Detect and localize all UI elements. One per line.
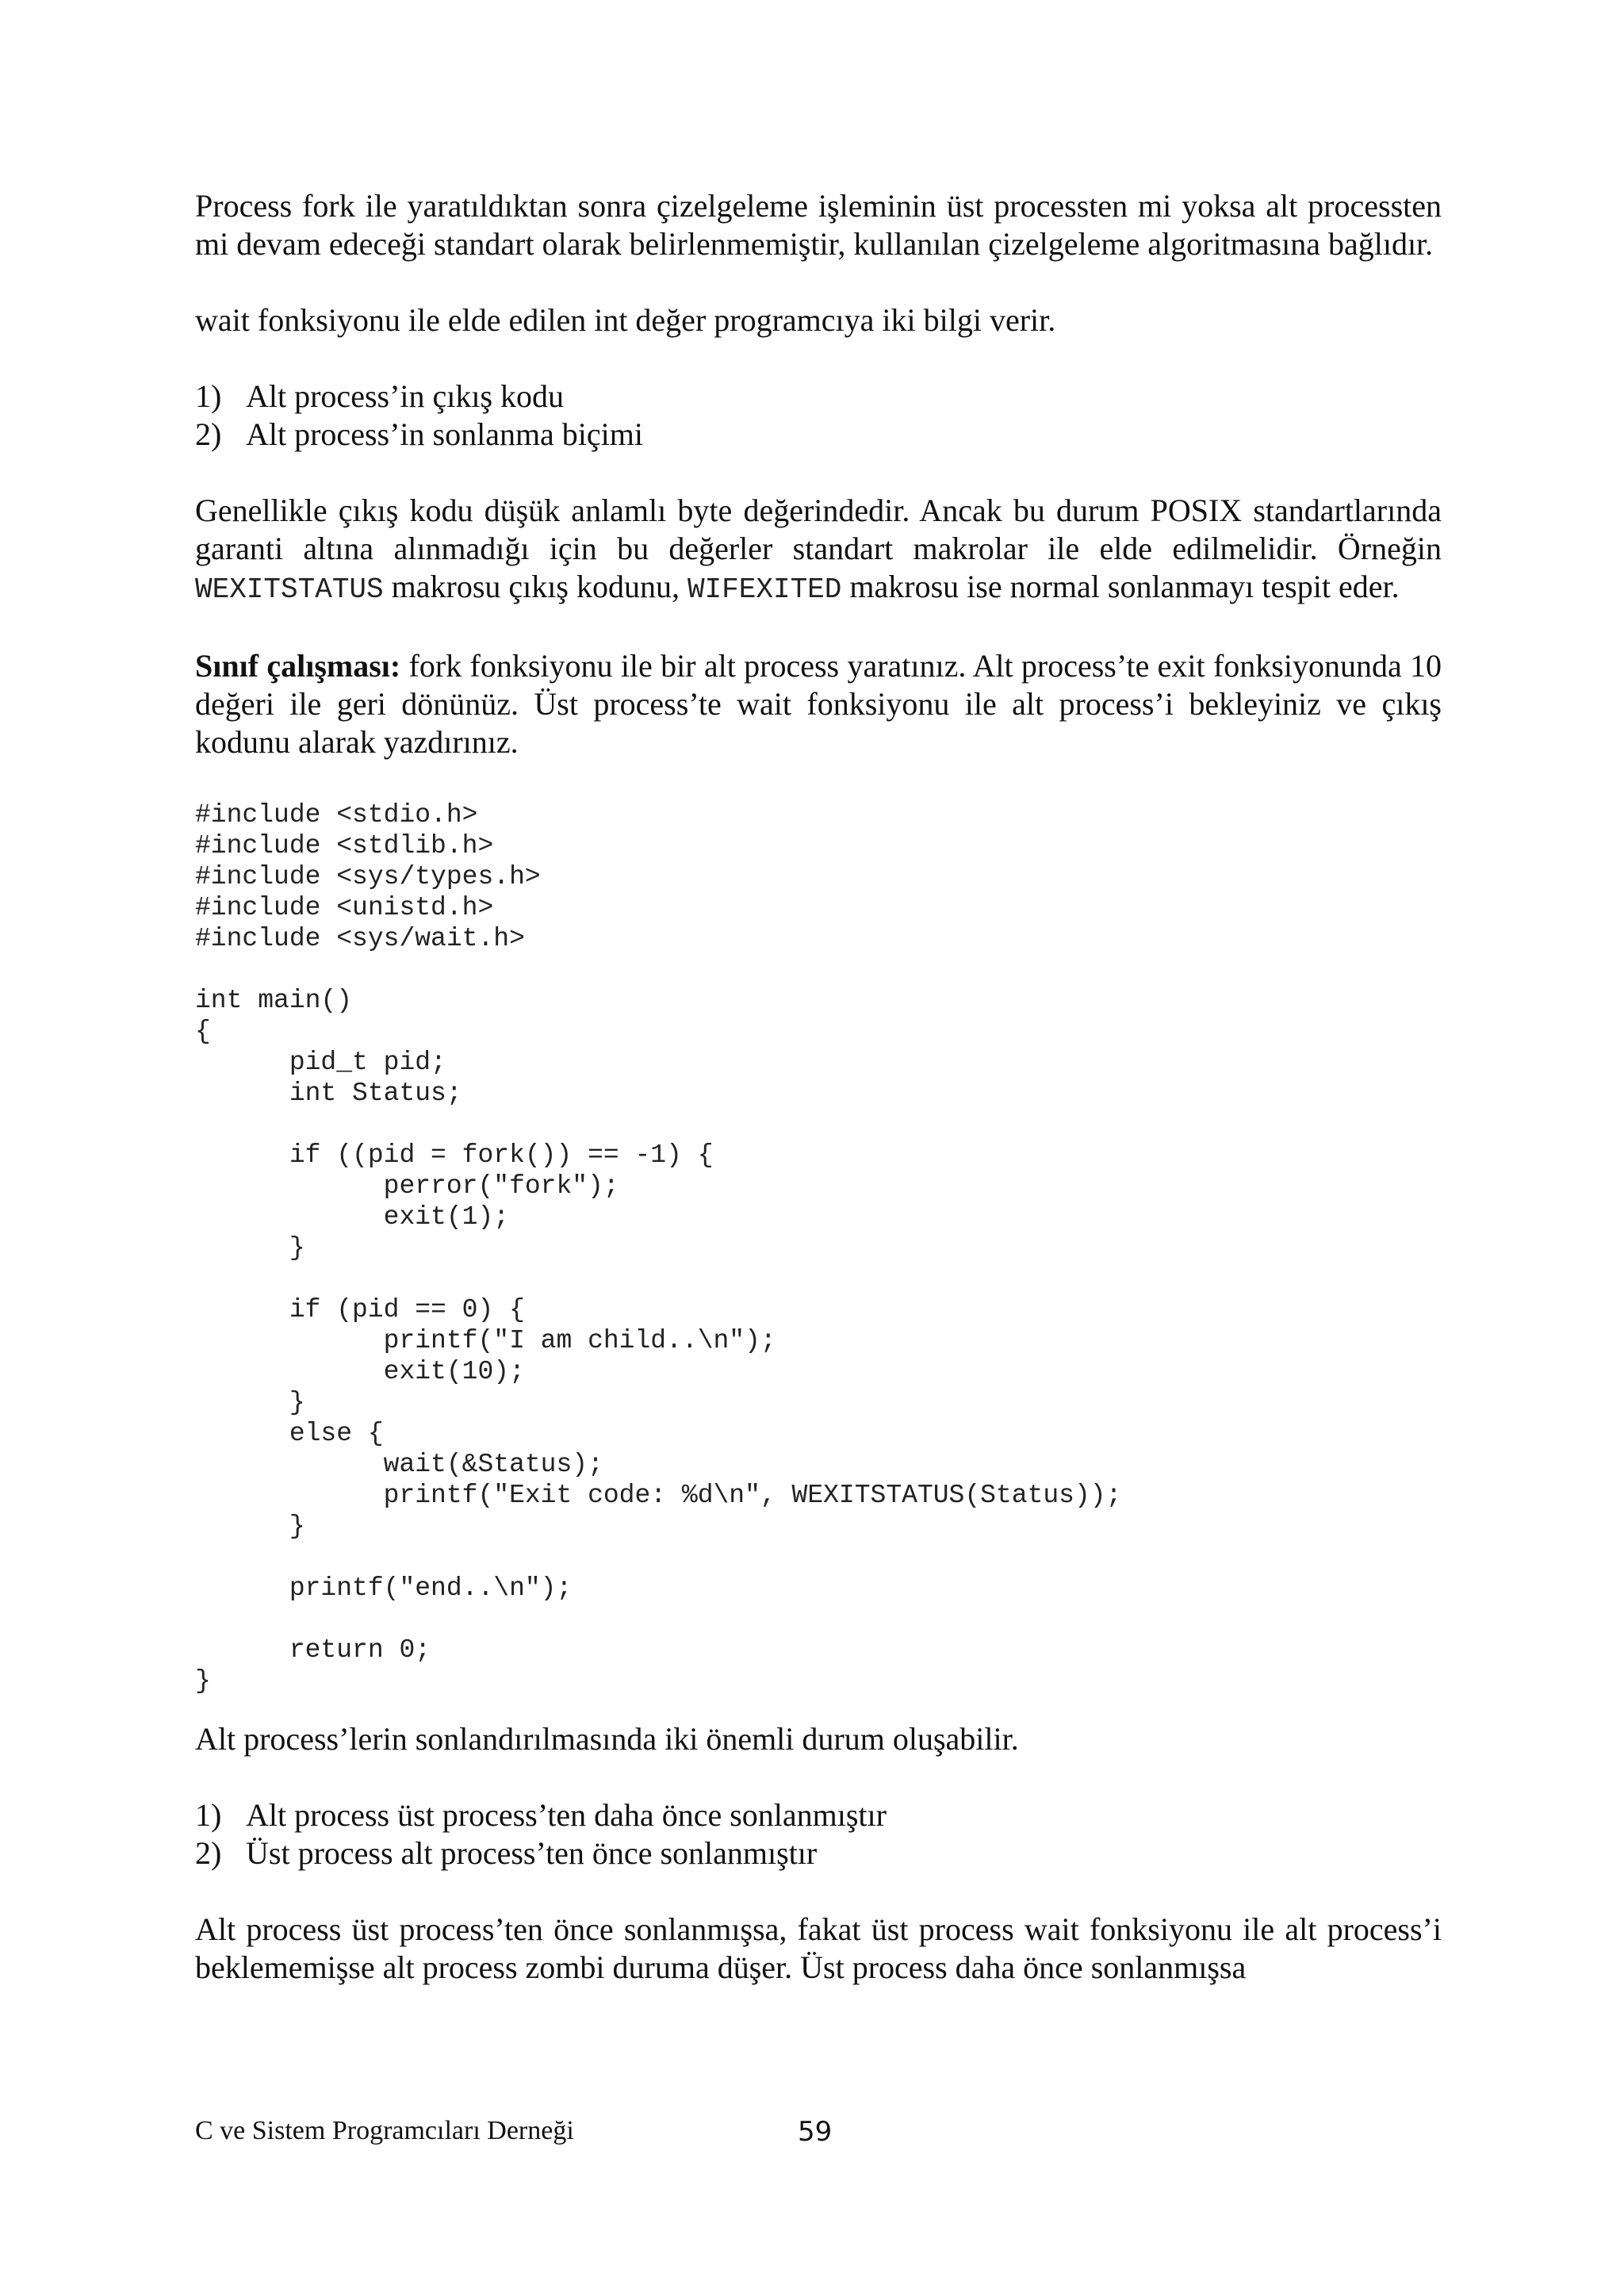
code-line [195,954,1442,985]
code-line [195,1109,1442,1140]
code-line: #include <unistd.h> [195,893,494,922]
code-line: } [195,1233,305,1263]
spacer [195,761,1442,799]
footer-organization: C ve Sistem Programcıları Derneği [195,2116,574,2145]
list-item-number: 2) [195,1835,222,1871]
text-run: fork fonksiyonu ile bir alt process yaratınız. Alt process’te exit fonksiyonunda 10 değeri ile geri dönünüz. Üst process’te wait fonksiyonu ile alt process’i bekleyiniz ve çıkış kodunu alarak yazdırınız. [195,648,1442,760]
spacer [195,1758,1442,1796]
code-line [195,1263,1442,1294]
text-run: makrosu ise normal sonlanmayı tespit eder. [841,569,1400,604]
spacer [195,609,1442,647]
code-line: else { [195,1419,384,1448]
code-line: } [195,1666,211,1696]
list-item [195,378,1442,416]
list-item-text: Üst process alt process’ten önce sonlanmıştır [246,1835,818,1871]
list-item-number: 1) [195,378,222,414]
exercise-label: Sınıf çalışması: [195,648,401,684]
list-wait-info [195,378,1442,454]
list-item-text: Alt process’in sonlanma biçimi [246,416,644,452]
code-line: #include <sys/wait.h> [195,924,525,953]
macro-wexitstatus: WEXITSTATUS [195,573,384,606]
spacer [195,1872,1442,1911]
code-line: #include <sys/types.h> [195,862,541,891]
code-line: exit(10); [195,1357,525,1386]
code-line: printf("end..\n"); [195,1573,573,1603]
spacer [195,339,1442,378]
code-line: wait(&Status); [195,1450,603,1479]
macro-wifexited: WIFEXITED [687,573,842,606]
paragraph-wait-info: wait fonksiyonu ile elde edilen int değer programcıya iki bilgi verir. [195,302,1056,338]
text-run: makrosu çıkış kodunu, [383,569,688,604]
list-item-text: Alt process üst process’ten daha önce sonlanmıştır [246,1797,887,1833]
list-item [195,1796,1442,1834]
page-content [195,187,1442,1987]
list-item [195,416,1442,454]
code-line: return 0; [195,1635,431,1665]
list-termination-cases [195,1796,1442,1872]
spacer [195,454,1442,492]
spacer [195,263,1442,301]
code-line: #include <stdlib.h> [195,831,494,861]
paragraph-zombie-process: Alt process üst process’ten önce sonlanmışsa, fakat üst process wait fonksiyonu ile alt process’i beklememişse alt process zombi duruma düşer. Üst process daha önce sonlanmışsa [195,1911,1442,1985]
paragraph-class-exercise [195,647,1442,761]
code-line: printf("Exit code: %d\n", WEXITSTATUS(Status)); [195,1481,1122,1510]
page-footer [195,2116,1442,2156]
code-line: if ((pid = fork()) == -1) { [195,1140,714,1170]
list-item-text: Alt process’in çıkış kodu [246,378,565,414]
list-item-number: 1) [195,1797,222,1833]
code-line: { [195,1017,211,1046]
page-number: 59 [798,2116,833,2148]
code-line [195,1542,1442,1573]
code-line: if (pid == 0) { [195,1295,525,1324]
code-line: int main() [195,986,353,1015]
code-line [195,1604,1442,1635]
list-item [195,1834,1442,1872]
code-line: } [195,1388,305,1417]
code-line: #include <stdio.h> [195,800,478,830]
paragraph-termination-cases: Alt process’lerin sonlandırılmasında iki önemli durum oluşabilir. [195,1721,1019,1757]
list-item-number: 2) [195,416,222,452]
paragraph-exit-code-macros [195,492,1442,609]
code-line: printf("I am child..\n"); [195,1326,776,1355]
code-block [195,799,1442,1696]
text-run: Genellikle çıkış kodu düşük anlamlı byte değerindedir. Ancak bu durum POSIX standartlarında garanti altına alınmadığı için bu değerler standart makrolar ile elde edilmelidir. Örneğin [195,493,1442,566]
code-line: exit(1); [195,1202,510,1232]
code-line: } [195,1512,305,1541]
paragraph-fork-scheduling: Process fork ile yaratıldıktan sonra çizelgeleme işleminin üst processten mi yoksa alt processten mi devam edeceği standart olarak belirlenmemiştir, kullanılan çizelgeleme algoritmasına bağlıdır. [195,188,1442,262]
code-line: int Status; [195,1079,462,1108]
code-line: pid_t pid; [195,1048,446,1077]
code-line: perror("fork"); [195,1171,619,1201]
spacer [195,1696,1442,1720]
